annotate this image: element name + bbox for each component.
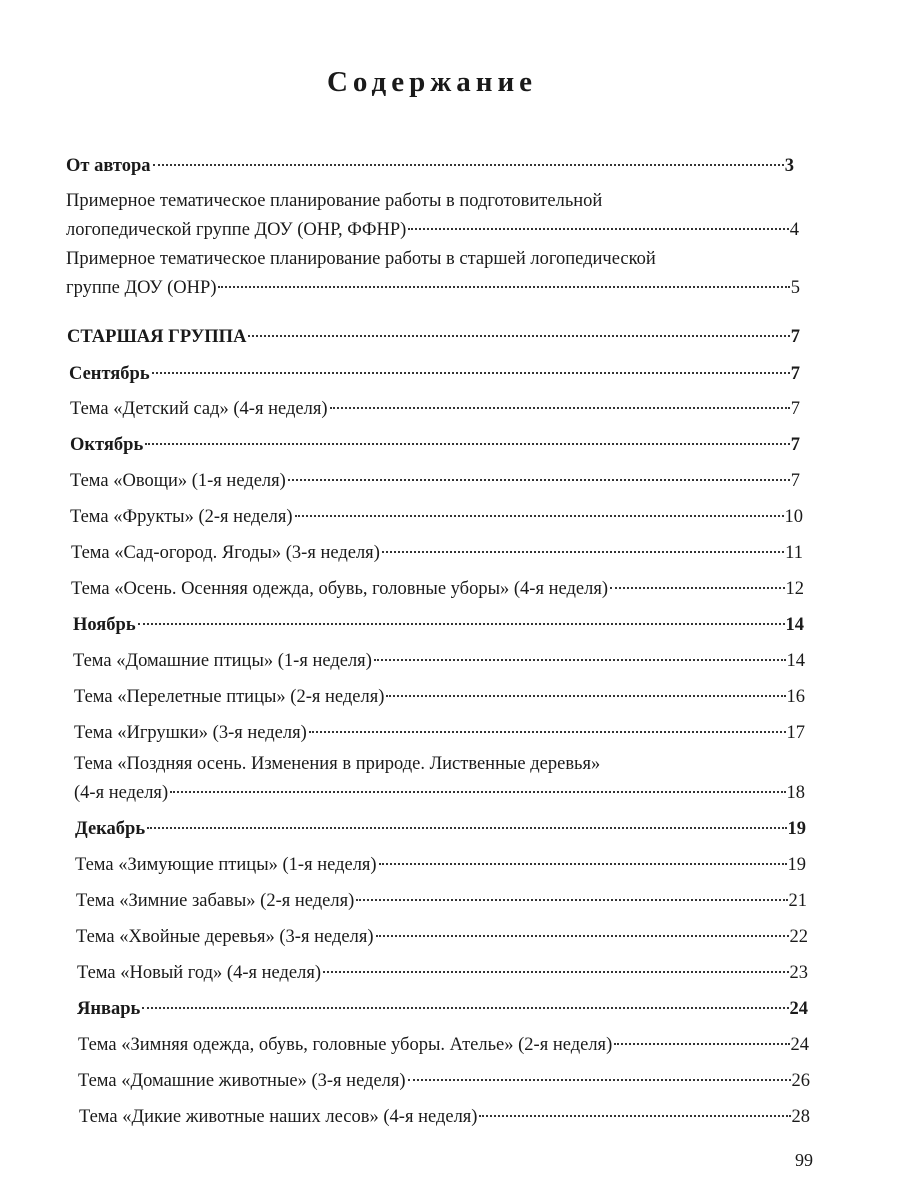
toc-entry-tema-detsky-sad	[70, 395, 800, 424]
toc-entry-label: Тема «Домашние птицы» (1-я неделя)	[73, 651, 372, 671]
toc-entry-label-line1: Примерное тематическое планирование работы в старшей логопедической	[66, 249, 656, 269]
leader-dots	[153, 164, 784, 166]
toc-entry-label: Тема «Фрукты» (2-я неделя)	[70, 507, 293, 527]
leader-dots	[323, 971, 788, 973]
toc-entry-starshaya-gruppa	[67, 323, 800, 352]
toc-entry-page: 24	[789, 999, 808, 1019]
leader-dots	[288, 479, 790, 481]
toc-entry-tema-frukty	[70, 503, 803, 532]
toc-entry-ot-avtora	[66, 152, 794, 181]
page-title: Содержание	[326, 66, 538, 98]
toc-entry-page: 16	[786, 687, 805, 707]
leader-dots	[610, 587, 785, 589]
toc-entry-label: логопедической группе ДОУ (ОНР, ФФНР)	[66, 220, 407, 240]
toc-entry-label: Сентябрь	[69, 364, 150, 384]
toc-entry-page: 14	[786, 651, 805, 671]
toc-entry-page: 14	[785, 615, 804, 635]
leader-dots	[408, 228, 788, 230]
toc-entry-plan-podgotovitelnaya	[66, 187, 799, 245]
leader-dots	[218, 286, 789, 288]
page-number: 99	[795, 1150, 813, 1170]
toc-entry-yanvar	[77, 995, 808, 1024]
leader-dots	[330, 407, 790, 409]
toc-entry-tema-zimuyushchie-ptitsy	[75, 851, 806, 880]
toc-entry-page: 7	[790, 327, 800, 347]
toc-entry-tema-domashnie-zhivotnye	[78, 1067, 810, 1096]
toc-entry-label: Тема «Зимующие птицы» (1-я неделя)	[75, 855, 377, 875]
leader-dots	[374, 659, 786, 661]
leader-dots	[382, 551, 784, 553]
leader-dots	[138, 623, 785, 625]
toc-entry-label: Тема «Зимние забавы» (2-я неделя)	[76, 891, 355, 911]
toc-entry-oktyabr	[70, 431, 800, 460]
toc-entry-tema-domashnie-ptitsy	[73, 647, 805, 676]
toc-entry-label: Тема «Дикие животные наших лесов» (4-я неделя)	[79, 1107, 478, 1127]
leader-dots	[295, 515, 784, 517]
toc-entry-tema-zimnie-zabavy	[76, 887, 807, 916]
toc-entry-dekabr	[75, 815, 806, 844]
leader-dots	[152, 372, 790, 374]
toc-entry-sentyabr	[69, 360, 800, 389]
leader-dots	[170, 791, 785, 793]
toc-entry-label: От автора	[66, 156, 151, 176]
toc-entry-page: 18	[786, 783, 805, 803]
toc-entry-page: 26	[791, 1071, 810, 1091]
toc-entry-label: Тема «Сад-огород. Ягоды» (3-я неделя)	[71, 543, 380, 563]
toc-entry-page: 4	[789, 220, 799, 240]
toc-entry-page: 12	[785, 579, 804, 599]
toc-entry-label: Октябрь	[70, 435, 144, 455]
toc-entry-page: 11	[785, 543, 803, 563]
toc-entry-label: Тема «Детский сад» (4-я неделя)	[70, 399, 328, 419]
toc-entry-page: 24	[790, 1035, 809, 1055]
toc-entry-page: 23	[789, 963, 808, 983]
toc-entry-tema-igrushki	[74, 719, 805, 748]
toc-entry-page: 7	[790, 471, 800, 491]
toc-entry-label: Тема «Перелетные птицы» (2-я неделя)	[74, 687, 385, 707]
leader-dots	[376, 935, 789, 937]
toc-entry-label: Тема «Игрушки» (3-я неделя)	[74, 723, 307, 743]
toc-entry-tema-khvoynye-derevya	[76, 923, 808, 952]
toc-entry-plan-starshaya	[66, 245, 800, 303]
toc-entry-label: Тема «Хвойные деревья» (3-я неделя)	[76, 927, 374, 947]
toc-entry-page: 7	[790, 399, 800, 419]
toc-entry-tema-dikie-zhivotnye	[79, 1103, 810, 1132]
leader-dots	[248, 335, 789, 337]
toc-entry-label-line1: Примерное тематическое планирование работы в подготовительной	[66, 191, 603, 211]
leader-dots	[479, 1115, 790, 1117]
toc-entry-label: Январь	[77, 999, 141, 1019]
toc-entry-page: 28	[791, 1107, 810, 1127]
toc-entry-label: Тема «Домашние животные» (3-я неделя)	[78, 1071, 406, 1091]
leader-dots	[309, 731, 786, 733]
toc-entry-tema-pereletnye-ptitsy	[74, 683, 805, 712]
toc-entry-tema-ovoshchi	[70, 467, 800, 496]
toc-entry-noyabr	[73, 611, 804, 640]
leader-dots	[356, 899, 787, 901]
toc-entry-page: 7	[790, 435, 800, 455]
toc-entry-label: Тема «Овощи» (1-я неделя)	[70, 471, 286, 491]
toc-entry-label-line1: Тема «Поздняя осень. Изменения в природе. Лиственные деревья»	[74, 754, 601, 774]
toc-entry-tema-pozdnyaya-osen	[74, 750, 805, 808]
toc-entry-label: (4-я неделя)	[74, 783, 169, 803]
toc-entry-tema-novy-god	[77, 959, 808, 988]
toc-entry-page: 10	[784, 507, 803, 527]
toc-entry-label: Ноябрь	[73, 615, 136, 635]
toc-entry-page: 7	[790, 364, 800, 384]
leader-dots	[386, 695, 785, 697]
toc-entry-label: Тема «Зимняя одежда, обувь, головные уборы. Ателье» (2-я неделя)	[78, 1035, 613, 1055]
leader-dots	[147, 827, 786, 829]
leader-dots	[379, 863, 787, 865]
toc-entry-page: 17	[786, 723, 805, 743]
leader-dots	[408, 1079, 791, 1081]
leader-dots	[142, 1007, 788, 1009]
leader-dots	[614, 1043, 789, 1045]
toc-entry-label: Декабрь	[75, 819, 146, 839]
toc-entry-page: 21	[788, 891, 807, 911]
toc-entry-tema-osen	[71, 575, 804, 604]
toc-entry-label: группе ДОУ (ОНР)	[66, 278, 217, 298]
toc-entry-page: 5	[790, 278, 800, 298]
toc-entry-page: 22	[789, 927, 808, 947]
toc-entry-page: 3	[784, 156, 794, 176]
toc-entry-tema-sad-ogorod	[71, 539, 803, 568]
toc-entry-label: СТАРШАЯ ГРУППА	[67, 327, 247, 347]
toc-entry-label: Тема «Осень. Осенняя одежда, обувь, головные уборы» (4-я неделя)	[71, 579, 608, 599]
toc-entry-tema-zimnyaya-odezhda	[78, 1031, 809, 1060]
toc-entry-page: 19	[787, 855, 806, 875]
leader-dots	[145, 443, 790, 445]
toc-entry-label: Тема «Новый год» (4-я неделя)	[77, 963, 322, 983]
toc-entry-page: 19	[787, 819, 806, 839]
